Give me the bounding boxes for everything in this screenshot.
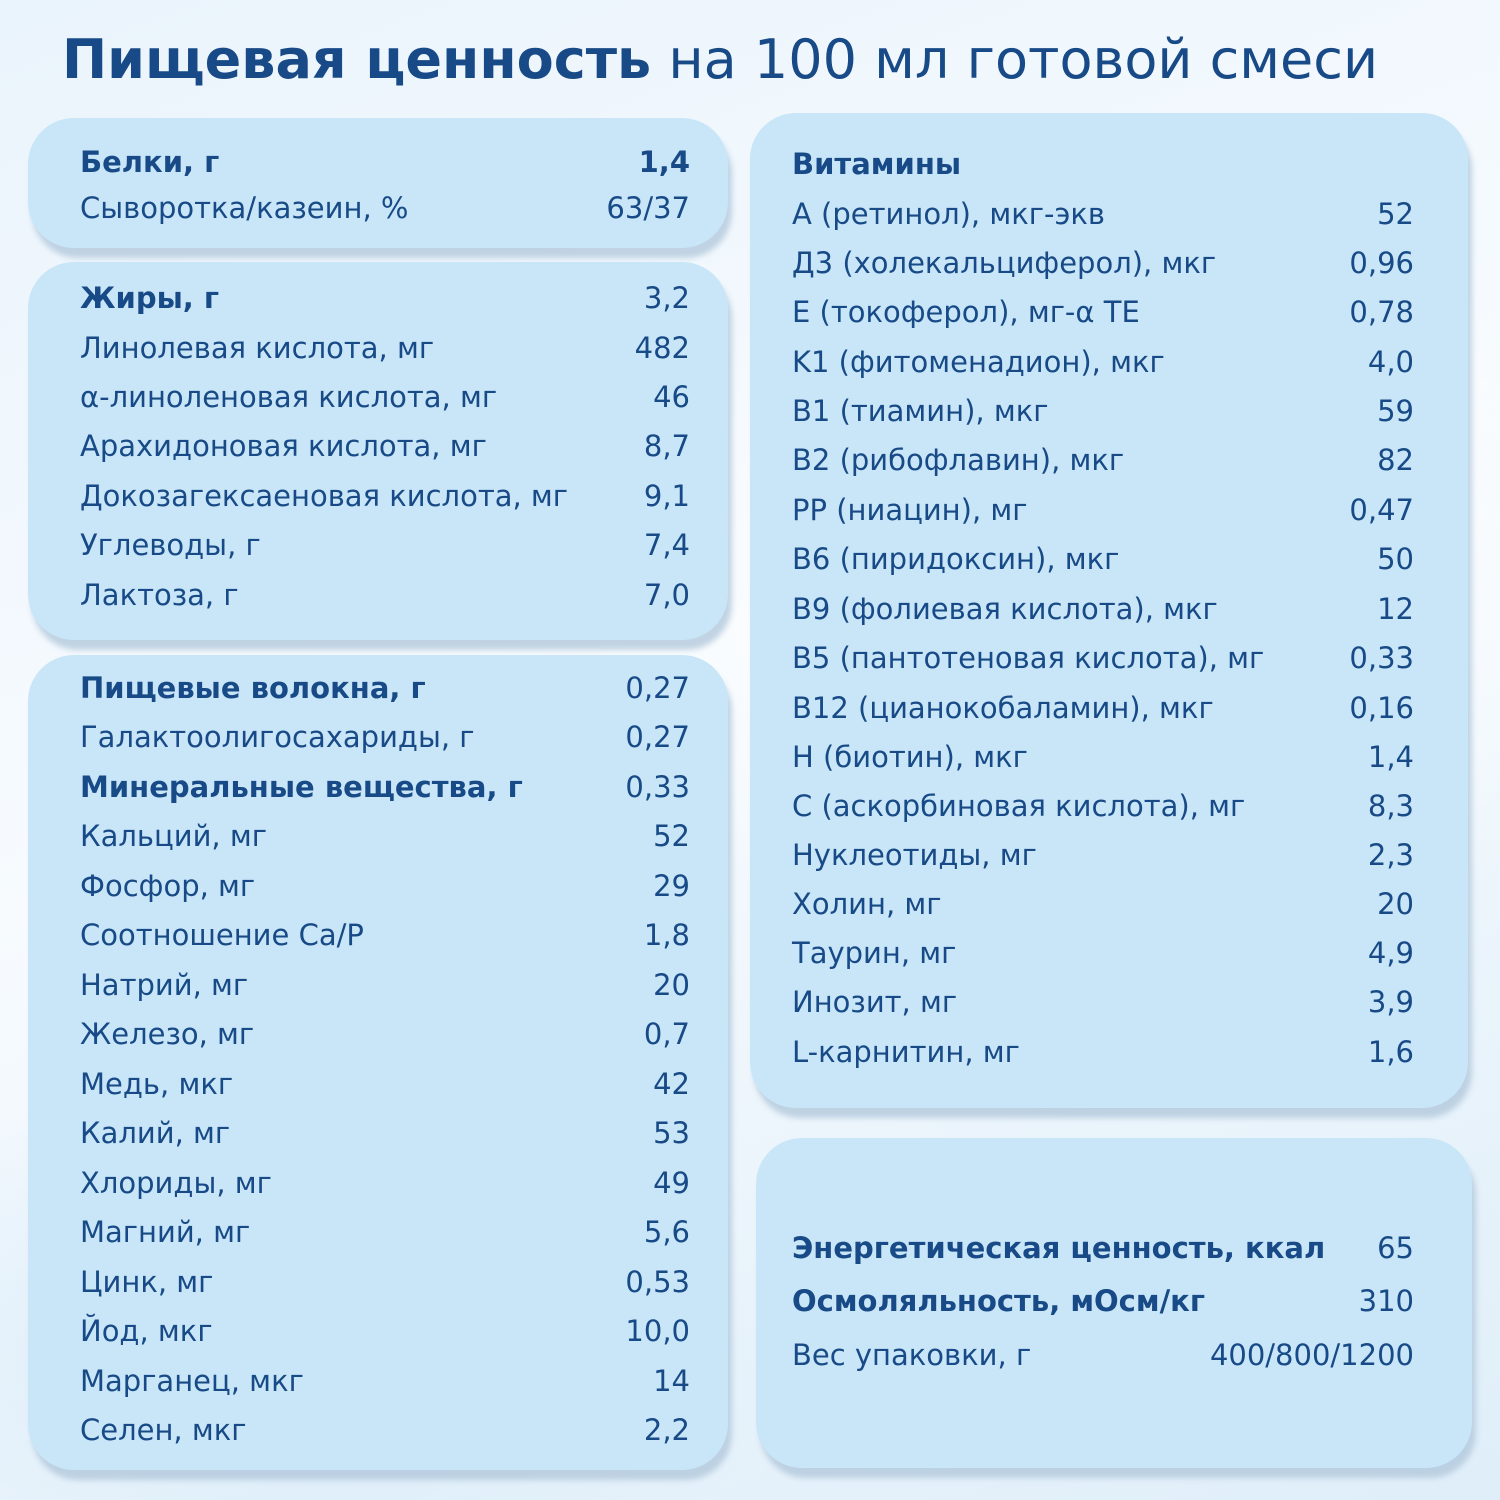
nutrient-row [80,141,690,183]
nutrient-label: Селен, мкг [80,1413,247,1447]
vitamin-label: Нуклеотиды, мг [792,838,1037,872]
nutrient-row [80,914,690,956]
vitamin-row [792,1031,1414,1073]
protein-panel [28,118,728,248]
vitamin-label: C (аскорбиновая кислота), мг [792,789,1246,823]
vitamin-label: Д3 (холекальциферол), мкг [792,246,1217,280]
nutrient-label: Марганец, мкг [80,1364,304,1398]
vitamin-row [792,538,1414,580]
nutrient-label: Хлориды, мг [80,1166,272,1200]
nutrient-label: Докозагексаеновая кислота, мг [80,479,569,513]
vitamin-row [792,489,1414,531]
nutrient-row [80,1162,690,1204]
energy-row [792,1227,1414,1269]
nutrient-label: Калий, мг [80,1116,231,1150]
nutrient-row [80,667,690,709]
nutrient-value: 0,7 [643,1017,690,1051]
vitamin-value: 0,33 [1349,641,1414,675]
nutrient-label: Лактоза, г [80,578,239,612]
vitamin-value: 0,96 [1349,246,1414,280]
nutrient-row [80,574,690,616]
nutrient-value: 1,4 [638,145,690,179]
vitamin-row [792,291,1414,333]
nutrient-value: 8,7 [643,429,690,463]
vitamin-label: B1 (тиамин), мкг [792,394,1049,428]
energy-value: 65 [1377,1231,1414,1265]
nutrient-value: 0,53 [625,1265,690,1299]
vitamin-value: 1,6 [1367,1035,1414,1069]
nutrient-value: 0,33 [625,770,690,804]
nutrient-row [80,766,690,808]
vitamin-label: Инозит, мг [792,985,958,1019]
vitamin-row [792,834,1414,876]
energy-panel [756,1138,1472,1468]
vitamin-row [792,193,1414,235]
nutrient-row [80,425,690,467]
nutrient-row [80,1211,690,1253]
vitamin-row [792,390,1414,432]
nutrient-value: 53 [653,1116,690,1150]
vitamin-value: 0,78 [1349,295,1414,329]
vitamin-row [792,341,1414,383]
vitamin-value: 4,9 [1367,936,1414,970]
page-title [0,28,1440,91]
vitamin-label: E (токоферол), мг-α TE [792,295,1140,329]
nutrient-value: 14 [653,1364,690,1398]
vitamin-value: 0,47 [1349,493,1414,527]
nutrient-label: α-линоленовая кислота, мг [80,380,498,414]
nutrient-row [80,475,690,517]
vitamin-label: B2 (рибофлавин), мкг [792,443,1125,477]
nutrient-label: Натрий, мг [80,968,249,1002]
nutrient-label: Сыворотка/казеин, % [80,191,409,225]
nutrient-value: 63/37 [606,191,690,225]
nutrient-row [80,1261,690,1303]
vitamin-row [792,588,1414,630]
nutrient-row [80,865,690,907]
nutrient-value: 49 [653,1166,690,1200]
nutrient-value: 7,0 [643,578,690,612]
nutrient-label: Пищевые волокна, г [80,671,426,705]
nutrient-value: 2,2 [643,1413,690,1447]
nutrient-label: Фосфор, мг [80,869,256,903]
vitamin-label: H (биотин), мкг [792,740,1028,774]
nutrient-label: Линолевая кислота, мг [80,331,435,365]
nutrient-value: 9,1 [643,479,690,513]
nutrient-label: Магний, мг [80,1215,251,1249]
vitamin-value: 0,16 [1349,691,1414,725]
energy-value: 400/800/1200 [1209,1338,1414,1372]
vitamin-row [792,736,1414,778]
vitamin-value: 50 [1377,542,1414,576]
nutrient-row [80,1063,690,1105]
nutrient-row [80,815,690,857]
vitamin-value: 59 [1377,394,1414,428]
nutrient-value: 10,0 [625,1314,690,1348]
vitamin-label: B9 (фолиевая кислота), мкг [792,592,1218,626]
nutrient-label: Йод, мкг [80,1314,213,1348]
nutrient-row [80,1112,690,1154]
nutrient-value: 482 [634,331,690,365]
vitamin-label: A (ретинол), мкг-экв [792,197,1105,231]
minerals-panel [28,655,728,1470]
nutrient-row [80,1360,690,1402]
vitamin-row [792,439,1414,481]
vitamin-row [792,932,1414,974]
vitamins-panel [750,113,1468,1108]
nutrient-row [80,716,690,758]
vitamin-value: 3,9 [1367,985,1414,1019]
energy-label: Осмоляльность, мОсм/кг [792,1284,1205,1318]
nutrient-row [80,524,690,566]
nutrient-label: Арахидоновая кислота, мг [80,429,487,463]
nutrient-value: 46 [653,380,690,414]
vitamin-value: 4,0 [1367,345,1414,379]
energy-value: 310 [1358,1284,1414,1318]
nutrient-row [80,327,690,369]
vitamin-value: 2,3 [1367,838,1414,872]
nutrient-value: 0,27 [625,720,690,754]
vitamin-label: Таурин, мг [792,936,957,970]
nutrient-value: 29 [653,869,690,903]
nutrient-value: 3,2 [643,281,690,315]
vitamin-value: 1,4 [1367,740,1414,774]
nutrient-label: Жиры, г [80,281,220,315]
nutrient-value: 7,4 [643,528,690,562]
vitamin-label: B12 (цианокобаламин), мкг [792,691,1214,725]
vitamin-value: 8,3 [1367,789,1414,823]
nutrient-label: Углеводы, г [80,528,261,562]
vitamin-value: 20 [1377,887,1414,921]
vitamins-heading: Витамины [792,147,962,181]
nutrient-row [80,187,690,229]
nutrient-row [80,277,690,319]
nutrient-label: Медь, мкг [80,1067,234,1101]
vitamin-value: 82 [1377,443,1414,477]
vitamin-label: B5 (пантотеновая кислота), мг [792,641,1265,675]
nutrient-label: Цинк, мг [80,1265,214,1299]
nutrient-label: Железо, мг [80,1017,255,1051]
energy-row [792,1280,1414,1322]
vitamin-label: L-карнитин, мг [792,1035,1020,1069]
energy-label: Энергетическая ценность, ккал [792,1231,1326,1265]
nutrient-label: Кальций, мг [80,819,267,853]
nutrient-value: 52 [653,819,690,853]
vitamin-value: 12 [1377,592,1414,626]
nutrient-row [80,964,690,1006]
fats-panel [28,262,728,640]
vitamin-label: Холин, мг [792,887,942,921]
title-rest: на 100 мл готовой смеси [668,28,1379,91]
nutrient-value: 0,27 [625,671,690,705]
vitamin-row [792,981,1414,1023]
vitamin-row [792,785,1414,827]
vitamin-label: B6 (пиридоксин), мкг [792,542,1120,576]
energy-label: Вес упаковки, г [792,1338,1032,1372]
nutrient-row [80,376,690,418]
vitamin-row [792,637,1414,679]
nutrient-value: 20 [653,968,690,1002]
nutrient-row [80,1310,690,1352]
energy-row [792,1334,1414,1376]
vitamin-row [792,883,1414,925]
nutrient-label: Соотношение Ca/P [80,918,364,952]
vitamin-label: PP (ниацин), мг [792,493,1028,527]
nutrient-row [80,1409,690,1451]
vitamin-row [792,687,1414,729]
nutrient-label: Минеральные вещества, г [80,770,523,804]
nutrient-value: 42 [653,1067,690,1101]
vitamin-row [792,242,1414,284]
vitamin-label: K1 (фитоменадион), мкг [792,345,1165,379]
nutrient-label: Галактоолигосахариды, г [80,720,475,754]
nutrient-row [80,1013,690,1055]
nutrient-value: 1,8 [643,918,690,952]
nutrient-label: Белки, г [80,145,220,179]
vitamin-value: 52 [1377,197,1414,231]
nutrient-value: 5,6 [643,1215,690,1249]
title-bold: Пищевая ценность [61,28,652,91]
